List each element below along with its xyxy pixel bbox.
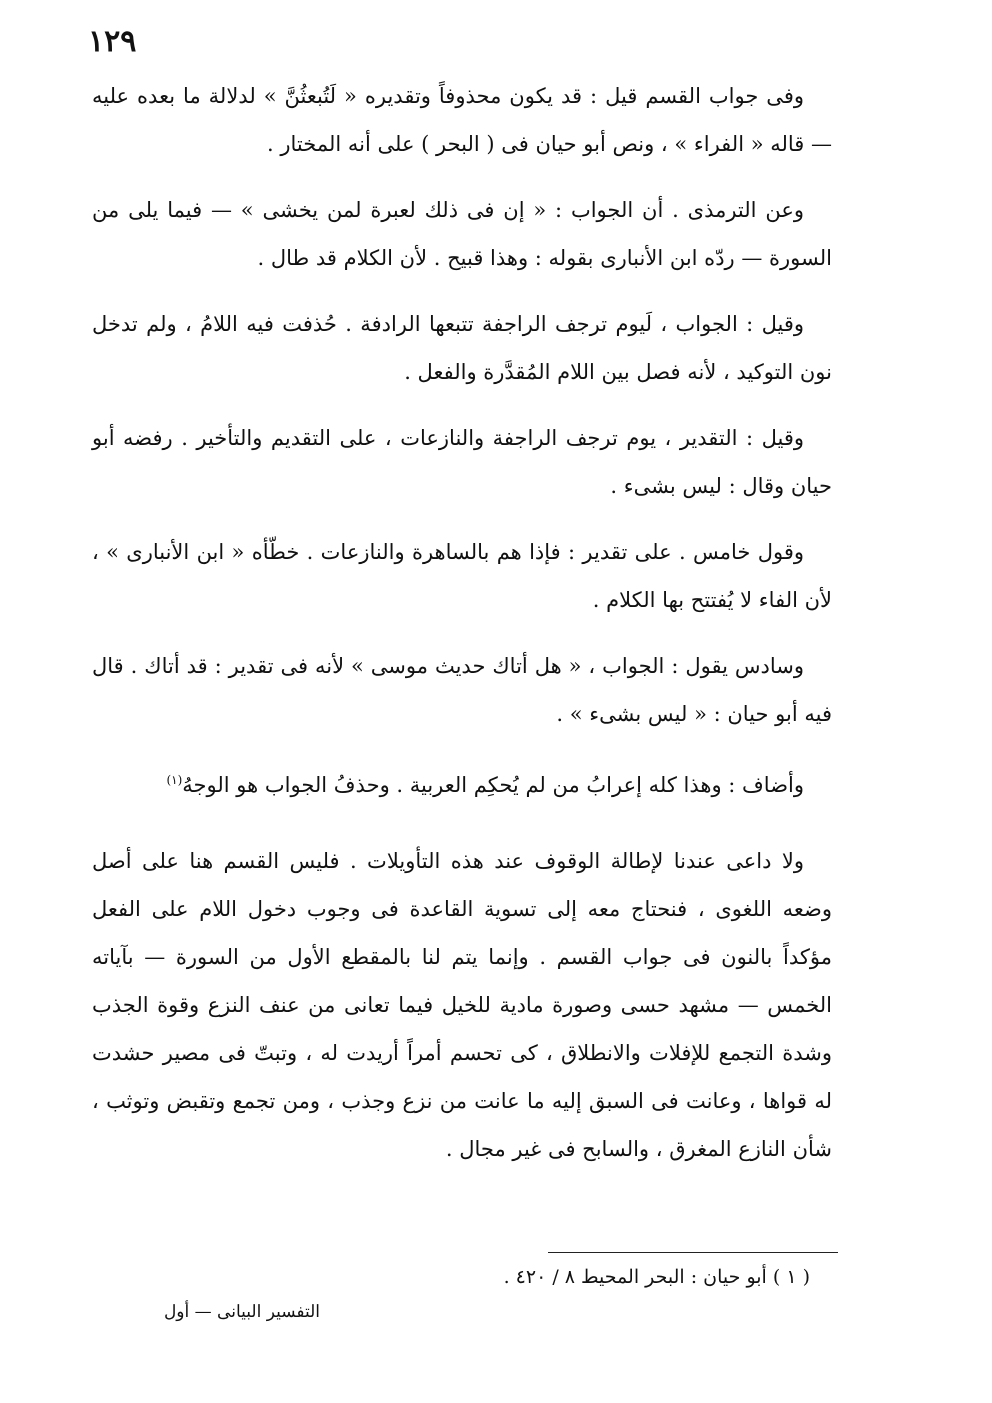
paragraph-4: وقيل : التقدير ، يوم ترجف الراجفة والنازعات ، على التقديم والتأخير . رفضه أبو حيان وقال : ليس بشىء . <box>92 426 832 498</box>
paragraph-1: وفى جواب القسم قيل : قد يكون محذوفاً وتقديره « لَتُبعثُنَّ » لدلالة ما بعده عليه — قاله « الفراء » ، ونص أبو حيان فى ( البحر ) على أنه المختار . <box>92 84 832 156</box>
paragraph-7 <box>92 756 832 809</box>
paragraph-3: وقيل : الجواب ، لَيوم ترجف الراجفة تتبعها الرادفة . حُذفت فيه اللامُ ، ولم تدخل نون التوكيد ، لأنه فصل بين اللام المُقدَّرة والفعل . <box>92 312 832 384</box>
paragraph-5: وقول خامس . على تقدير : فإذا هم بالساهرة والنازعات . خطّأه « ابن الأنبارى » ، لأن الفاء لا يُفتتح بها الكلام . <box>92 540 832 612</box>
page-number: ١٢٩ <box>88 24 137 59</box>
paragraph-8: ولا داعى عندنا لإطالة الوقوف عند هذه التأويلات . فليس القسم هنا على أصل وضعه اللغوى ، فنحتاج معه إلى تسوية القاعدة فى وجوب دخول اللام على الفعل مؤكداً بالنون فى جواب القسم . وإنما يتم لنا بالمقطع الأول من السورة — بآياته الخمس — مشهد حسى وصورة مادية للخيل فيما تعانى من عنف النزع وقوة الجذب وشدة التجمع للإفلات والانطلاق ، كى تحسم أمراً أريدت له ، وتبتّ فى مصير حشدت له قواها ، وعانت فى السبق إليه ما عانت من نزع وجذب ، ومن تجمع وتقبض وتوثب ، شأن النازع المغرق ، والسابح فى غير مجال . <box>92 849 832 1161</box>
footnote-marker: (١) <box>166 773 183 787</box>
body-text <box>92 72 832 1201</box>
paragraph-6: وسادس يقول : الجواب ، « هل أتاك حديث موسى » لأنه فى تقدير : قد أتاك . قال فيه أبو حيان : « ليس بشىء » . <box>92 654 832 726</box>
paragraph-2: وعن الترمذى . أن الجواب : « إن فى ذلك لعبرة لمن يخشى » — فيما يلى من السورة — ردّه ابن الأنبارى بقوله : وهذا قبيح . لأن الكلام قد طال . <box>92 198 832 270</box>
footnote: ( ١ ) أبو حيان : البحر المحيط ٨ / ٤٢٠ . <box>503 1266 810 1288</box>
book-signature: التفسير البيانى — أول <box>163 1302 320 1322</box>
paragraph-7-text: وأضاف : وهذا كله إعرابُ من لم يُحكِم العربية . وحذفُ الجواب هو الوجهُ <box>182 773 804 797</box>
footnote-divider <box>548 1252 838 1253</box>
